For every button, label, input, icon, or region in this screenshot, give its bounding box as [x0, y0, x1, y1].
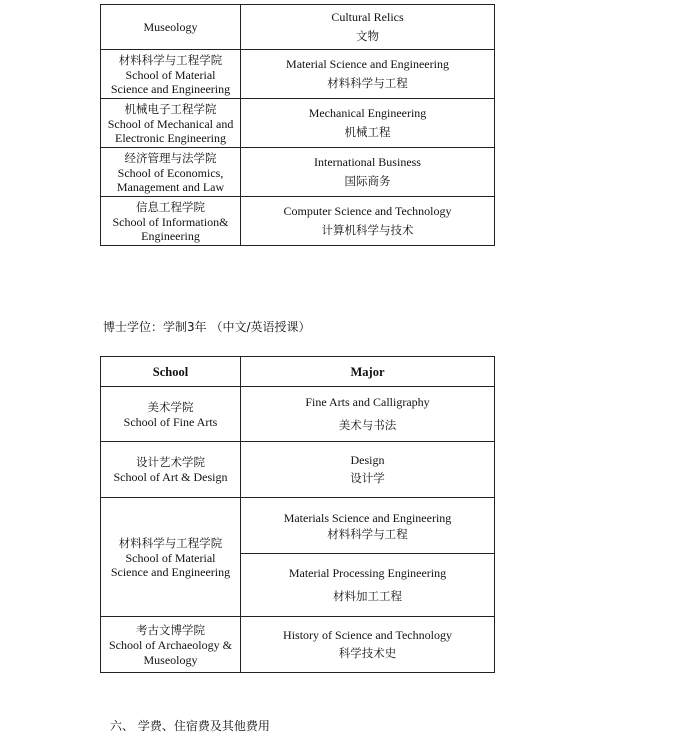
- major-cell: [241, 148, 495, 197]
- school-cell: [101, 617, 241, 673]
- major-cell: [241, 5, 495, 50]
- major-name-zh: 国际商务: [344, 173, 391, 188]
- school-name-line: 机械电子工程学院: [124, 101, 217, 116]
- school-name-line: School of Mechanical and: [107, 116, 234, 131]
- school-name-line: 设计艺术学院: [136, 455, 205, 470]
- school-name-line: 材料科学与工程学院: [118, 52, 223, 67]
- major-name-en: Materials Science and Engineering: [283, 511, 452, 526]
- school-cell: [101, 387, 241, 442]
- major-cell: [241, 442, 495, 498]
- major-name-zh: 材料科学与工程: [327, 75, 408, 90]
- major-name-en: Design: [350, 453, 385, 468]
- table-row: [101, 99, 495, 148]
- school-name-line: Science and Engineering: [110, 565, 231, 579]
- major-name-en: Material Science and Engineering: [286, 57, 449, 72]
- major-name-en: Mechanical Engineering: [308, 106, 427, 121]
- school-name-line: 经济管理与法学院: [124, 150, 217, 165]
- major-name-zh: 材料科学与工程: [327, 526, 408, 541]
- school-cell: [101, 197, 241, 246]
- phd-majors-table: [100, 356, 495, 673]
- school-name-line: Management and Law: [116, 180, 225, 194]
- major-cell: [241, 197, 495, 246]
- major-cell: [241, 387, 495, 442]
- school-name-line: School of Material: [125, 67, 216, 82]
- table-row: [101, 617, 495, 673]
- masters-majors-table: [100, 4, 495, 246]
- major-name-en: Fine Arts and Calligraphy: [305, 394, 430, 409]
- school-name-line: School of Fine Arts: [123, 414, 218, 429]
- school-cell: [101, 99, 241, 148]
- column-header-major: [241, 357, 495, 387]
- school-name-line: School of Information&: [112, 214, 229, 229]
- table-header-row: [101, 357, 495, 387]
- school-name-line: Electronic Engineering: [115, 131, 226, 145]
- table-row: [101, 50, 495, 99]
- school-name-line: Engineering: [141, 229, 200, 243]
- section-heading: 六、 学费、住宿费及其他费用: [110, 719, 270, 733]
- school-name-line: Science and Engineering: [110, 82, 231, 96]
- major-cell: [241, 99, 495, 148]
- school-name-line: School of Art & Design: [113, 470, 228, 485]
- major-name-zh: 材料加工工程: [333, 589, 402, 604]
- major-name-zh: 计算机科学与技术: [321, 222, 414, 237]
- column-header-school: [101, 357, 241, 387]
- school-name-line: Museology: [143, 19, 198, 34]
- school-name-line: 考古文博学院: [136, 623, 205, 637]
- school-name-line: 材料科学与工程学院: [118, 535, 223, 550]
- table-row: [101, 148, 495, 197]
- major-name-zh: 设计学: [350, 470, 385, 485]
- table-row: [101, 498, 495, 554]
- major-cell: [241, 617, 495, 673]
- table-row: [101, 442, 495, 498]
- school-name-line: 美术学院: [147, 399, 194, 414]
- school-name-line: School of Economics,: [117, 165, 224, 180]
- major-name-en: Cultural Relics: [331, 10, 404, 25]
- school-name-line: School of Material: [125, 550, 216, 565]
- table-row: [101, 387, 495, 442]
- major-name-zh: 科学技术史: [338, 646, 397, 661]
- school-name-line: School of Archaeology &: [109, 638, 232, 652]
- school-cell: [101, 148, 241, 197]
- school-name-line: Museology: [143, 652, 198, 667]
- table-row: [101, 5, 495, 50]
- major-cell: [241, 498, 495, 554]
- major-cell: [241, 50, 495, 99]
- major-header-label: Major: [350, 364, 385, 379]
- school-cell: [101, 5, 241, 50]
- major-name-en: International Business: [314, 155, 421, 170]
- major-name-en: History of Science and Technology: [283, 627, 452, 642]
- major-name-en: Material Processing Engineering: [288, 565, 447, 580]
- school-name-line: 信息工程学院: [136, 199, 205, 214]
- major-name-zh: 美术与书法: [338, 418, 397, 433]
- major-name-zh: 机械工程: [344, 124, 391, 139]
- phd-heading: 博士学位：学制3年 （中文/英语授课）: [103, 320, 311, 334]
- school-cell: [101, 442, 241, 498]
- school-header-label: School: [152, 364, 189, 379]
- table-row: [101, 197, 495, 246]
- major-name-zh: 文物: [356, 28, 379, 43]
- school-cell: [101, 498, 241, 617]
- school-cell: [101, 50, 241, 99]
- major-cell: [241, 554, 495, 617]
- major-name-en: Computer Science and Technology: [283, 204, 452, 219]
